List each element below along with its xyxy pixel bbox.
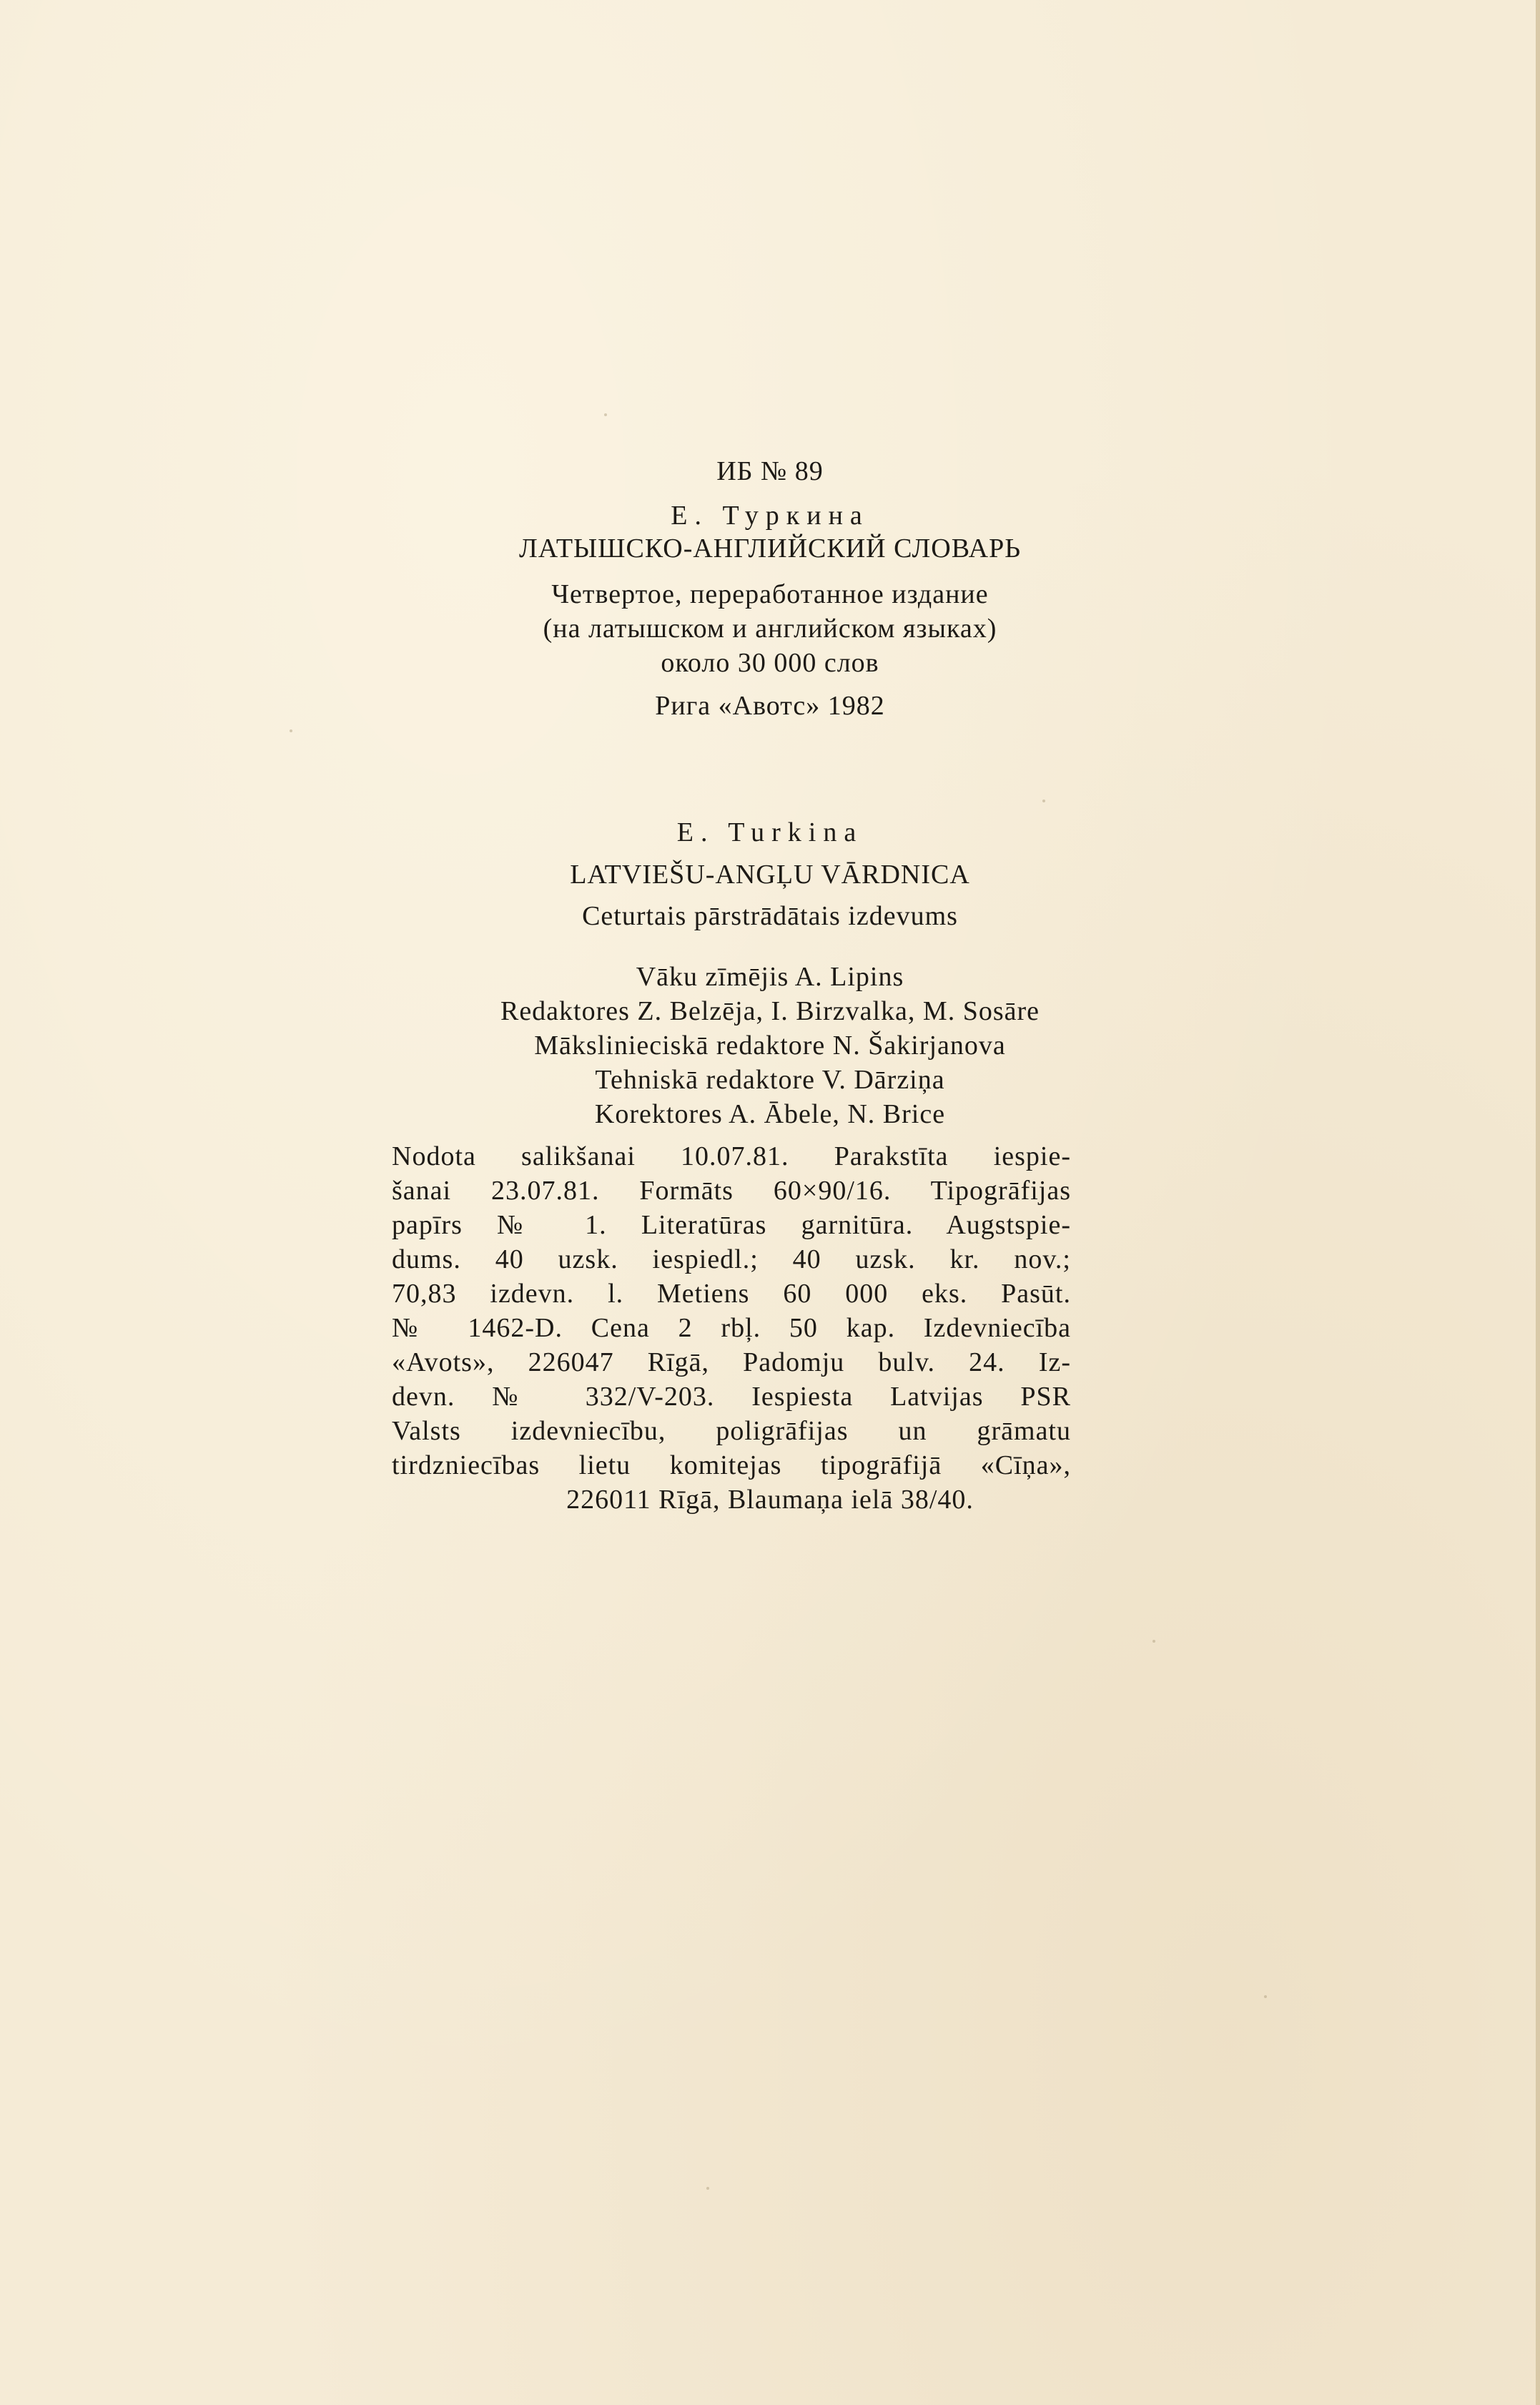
credit-line: Tehniskā redaktore V. Dārziņa xyxy=(595,1065,945,1095)
imprint-line: Nodota salikšanai 10.07.81. Parakstīta iespie- xyxy=(392,1141,1071,1171)
credit-line: Vāku zīmējis A. Lipins xyxy=(636,962,904,992)
imprint-line: dums. 40 uzsk. iespiedl.; 40 uzsk. kr. nov.; xyxy=(392,1244,1071,1274)
imprint-line: tirdzniecības lietu komitejas tipogrāfijā «Cīņa», xyxy=(392,1450,1071,1480)
imprint-line: Valsts izdevniecību, poligrāfijas un grāmatu xyxy=(392,1416,1071,1446)
imprint-line: devn. № 332/V-203. Iespiesta Latvijas PSR xyxy=(392,1382,1071,1412)
title-latvian: LATVIEŠU-ANGĻU VĀRDNICA xyxy=(570,860,970,890)
credit-line: Redaktores Z. Belzēja, I. Birzvalka, M. Sosāre xyxy=(500,996,1040,1026)
author-latvian: E. Turkina xyxy=(676,817,864,847)
paper-speck xyxy=(1152,1640,1155,1643)
imprint-line: № 1462-D. Cena 2 rbļ. 50 kap. Izdevniecība xyxy=(392,1313,1071,1343)
paper-speck xyxy=(1042,800,1045,802)
imprint-line: «Avots», 226047 Rīgā, Padomju bulv. 24. Iz- xyxy=(392,1347,1071,1377)
edition-russian: Четвертое, переработанное издание xyxy=(551,579,989,609)
paper-speck xyxy=(290,729,292,732)
credit-line: Mākslinieciskā redaktore N. Šakirjanova xyxy=(534,1031,1006,1061)
paper-speck xyxy=(604,413,607,416)
imprint-last-line: 226011 Rīgā, Blaumaņa ielā 38/40. xyxy=(566,1485,974,1515)
credit-line: Korektores A. Ābele, N. Brice xyxy=(594,1099,946,1129)
paper-speck xyxy=(1264,1995,1267,1998)
edition-latvian: Ceturtais pārstrādātais izdevums xyxy=(582,901,958,931)
imprint-line: papīrs № 1. Literatūras garnitūra. Augstspie- xyxy=(392,1210,1071,1240)
languages-russian: (на латышском и английском языках) xyxy=(543,614,997,644)
title-russian: ЛАТЫШСКО-АНГЛИЙСКИЙ СЛОВАРЬ xyxy=(518,533,1022,564)
imprint-line: šanai 23.07.81. Formāts 60×90/16. Tipogrāfijas xyxy=(392,1176,1071,1206)
author-russian: Е. Туркина xyxy=(671,501,869,531)
paper-speck xyxy=(706,2187,709,2190)
imprint-line: 70,83 izdevn. l. Metiens 60 000 eks. Pasūt. xyxy=(392,1279,1071,1309)
word-count-russian: около 30 000 слов xyxy=(661,648,879,678)
publisher-russian: Рига «Авотс» 1982 xyxy=(655,691,885,721)
ib-number: ИБ № 89 xyxy=(716,456,824,486)
